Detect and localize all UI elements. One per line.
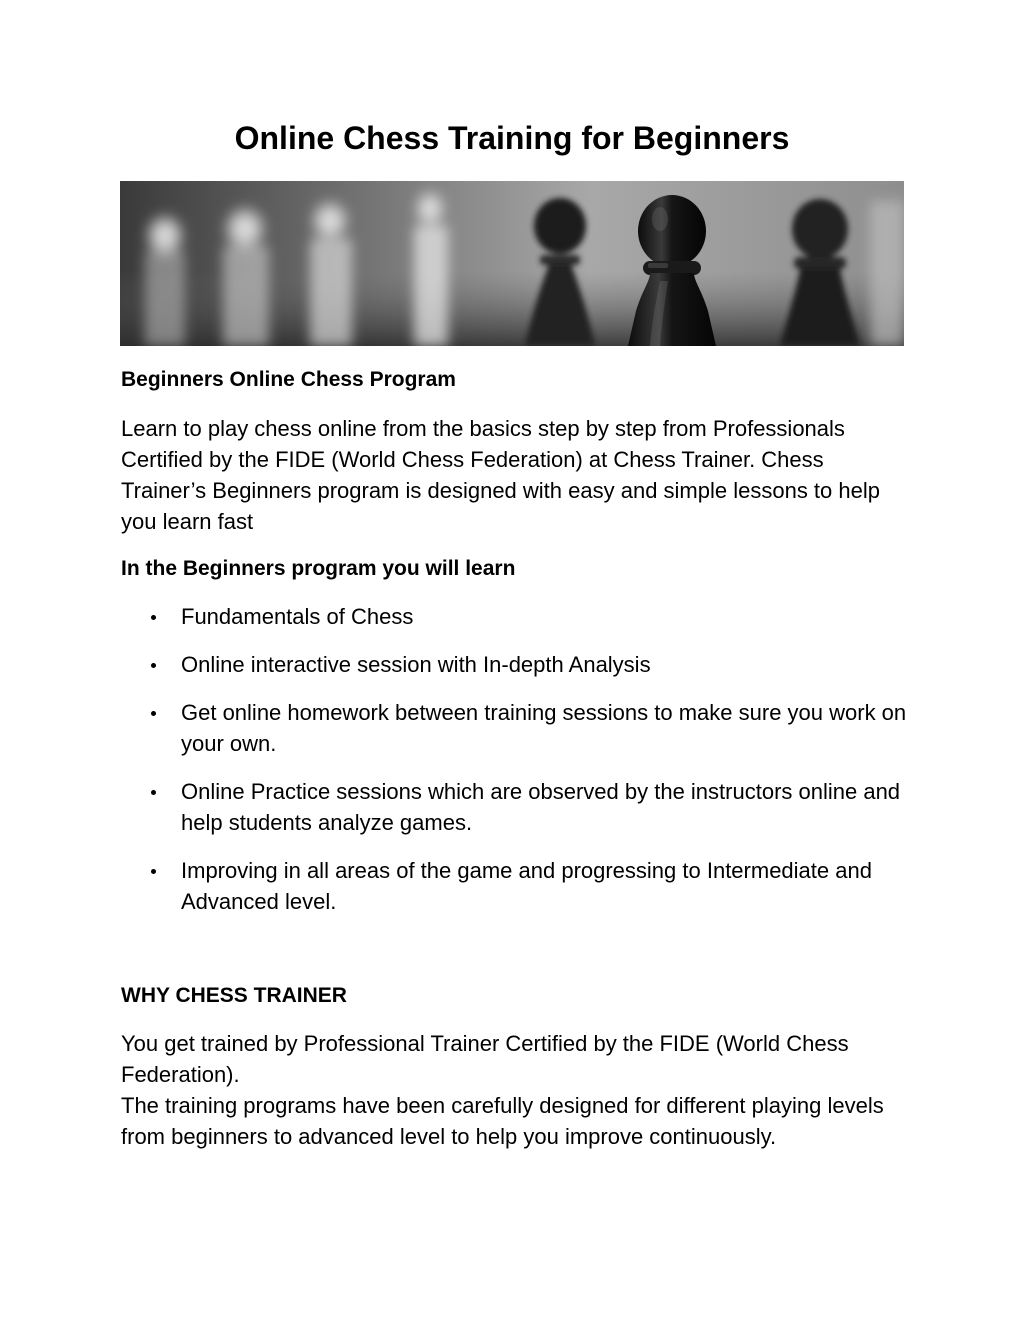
why-paragraph-1: You get trained by Professional Trainer Certified by the FIDE (World Chess Federation). xyxy=(121,1031,849,1087)
learn-list xyxy=(121,601,911,934)
bullet-icon xyxy=(151,663,156,668)
chess-pawns-banner xyxy=(120,181,904,346)
page-title: Online Chess Training for Beginners xyxy=(234,120,790,156)
list-item xyxy=(121,855,911,917)
list-item xyxy=(121,697,911,759)
chess-pawns-image xyxy=(120,181,904,346)
list-item-text: Improving in all areas of the game and progressing to Intermediate and Advanced level. xyxy=(181,858,872,914)
list-item-text: Get online homework between training sessions to make sure you work on your own. xyxy=(181,700,907,756)
section-heading-why: WHY CHESS TRAINER xyxy=(121,984,347,1007)
section-heading-program: Beginners Online Chess Program xyxy=(121,368,456,391)
section-heading-learn: In the Beginners program you will learn xyxy=(121,557,516,580)
list-item-text: Online interactive session with In-depth Analysis xyxy=(181,652,651,677)
list-item-text: Online Practice sessions which are observed by the instructors online and help students analyze games. xyxy=(181,779,901,835)
list-item xyxy=(121,776,911,838)
list-item xyxy=(121,649,911,680)
why-paragraph-2: The training programs have been carefully designed for different playing levels from beginners to advanced level to help you improve continuously. xyxy=(121,1093,884,1149)
bullet-icon xyxy=(151,711,156,716)
bullet-icon xyxy=(151,869,156,874)
bullet-icon xyxy=(151,615,156,620)
list-item-text: Fundamentals of Chess xyxy=(181,604,414,629)
bullet-icon xyxy=(151,790,156,795)
list-item xyxy=(121,601,911,632)
program-description: Learn to play chess online from the basics step by step from Professionals Certified by the FIDE (World Chess Federation) at Chess Trainer. Chess Trainer’s Beginners program is designed with easy and simple lessons to help you learn fast xyxy=(121,416,880,534)
